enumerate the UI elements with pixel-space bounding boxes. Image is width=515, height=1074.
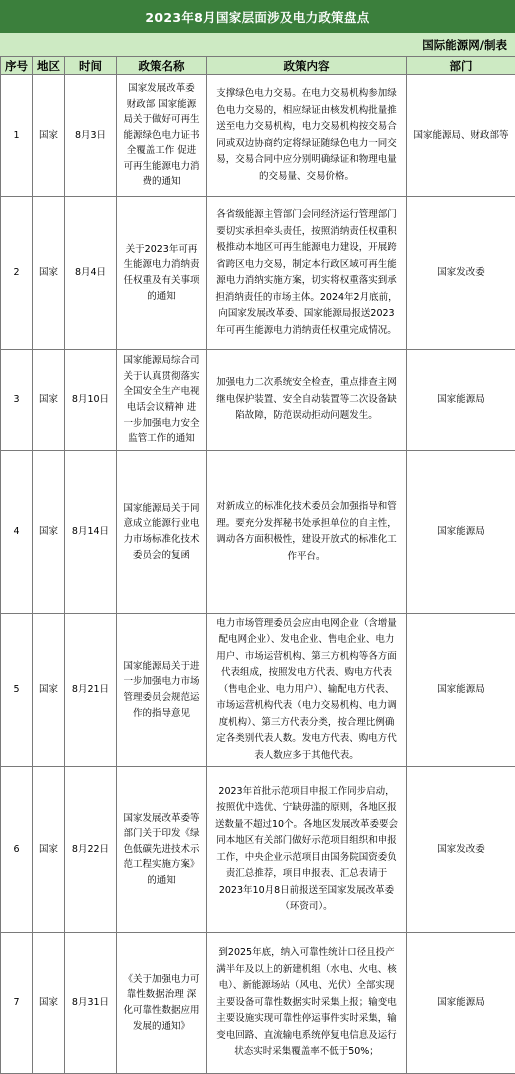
- row-policy-content: 对新成立的标准化技术委员会加强指导和管理。要充分发挥秘书处承担单位的自主性，调动各方面积极性，建设开放式的标准化工作平台。: [207, 451, 407, 614]
- row-date: 8月22日: [65, 767, 117, 933]
- policy-table: [0, 56, 515, 1074]
- row-date: 8月21日: [65, 614, 117, 767]
- table-row: [1, 350, 515, 451]
- row-policy-content: 加强电力二次系统安全检查，重点排查主网继电保护装置、安全自动装置等二次设备缺陷故障，防范误动拒动问题发生。: [207, 350, 407, 451]
- row-policy-name: 国家能源局关于进一步加强电力市场管理委员会规范运作的指导意见: [117, 614, 207, 767]
- table-row: [1, 75, 515, 197]
- row-department: 国家能源局、财政部等: [407, 75, 515, 197]
- header-no: 序号: [1, 57, 33, 75]
- row-policy-name: 关于2023年可再生能源电力消纳责任权重及有关事项的通知: [117, 197, 207, 350]
- table-row: [1, 451, 515, 614]
- row-no: 2: [1, 197, 33, 350]
- table-row: [1, 614, 515, 767]
- source-credit: 国际能源网/制表: [0, 33, 515, 56]
- row-department: 国家能源局: [407, 614, 515, 767]
- header-department: 部门: [407, 57, 515, 75]
- row-policy-name: 《关于加强电力可靠性数据治理 深化可靠性数据应用发展的通知》: [117, 933, 207, 1074]
- row-region: 国家: [33, 197, 65, 350]
- row-no: 1: [1, 75, 33, 197]
- row-no: 4: [1, 451, 33, 614]
- row-date: 8月3日: [65, 75, 117, 197]
- header-date: 时间: [65, 57, 117, 75]
- table-header-row: [1, 57, 515, 75]
- row-policy-content: 支撑绿色电力交易。在电力交易机构参加绿色电力交易的，相应绿证由核发机构批量推送至电力交易机构，电力交易机构按交易合同或双边协商约定将绿证随绿色电力一同交易，交易合同中应分别明确绿证和物理电量的交易量、交易价格。: [207, 75, 407, 197]
- row-region: 国家: [33, 933, 65, 1074]
- row-no: 6: [1, 767, 33, 933]
- row-no: 5: [1, 614, 33, 767]
- row-policy-content: 各省级能源主管部门会同经济运行管理部门要切实承担牵头责任，按照消纳责任权重积极推动本地区可再生能源电力建设，开展跨省跨区电力交易，制定本行政区域可再生能源电力消纳实施方案，切实将权重落实到承担消纳责任的市场主体。2024年2月底前，向国家发展改革委、国家能源局报送2023年可再生能源电力消纳责任权重完成情况。: [207, 197, 407, 350]
- row-region: 国家: [33, 75, 65, 197]
- row-department: 国家发改委: [407, 197, 515, 350]
- row-policy-name: 国家能源局综合司关于认真贯彻落实全国安全生产电视电话会议精神 进一步加强电力安全监管工作的通知: [117, 350, 207, 451]
- row-date: 8月4日: [65, 197, 117, 350]
- row-region: 国家: [33, 350, 65, 451]
- table-row: [1, 767, 515, 933]
- table-row: [1, 197, 515, 350]
- header-policy-content: 政策内容: [207, 57, 407, 75]
- row-policy-name: 国家发展改革委等部门关于印发《绿色低碳先进技术示范工程实施方案》的通知: [117, 767, 207, 933]
- row-policy-content: 2023年首批示范项目申报工作同步启动，按照优中选优、宁缺毋滥的原则，各地区报送数量不超过10个。各地区发展改革委要会同本地区有关部门做好示范项目组织和申报工作，中央企业示范项目由国务院国资委负责汇总推荐，项目申报表、汇总表请于2023年10月8日前报送至国家发展改革委（环资司）。: [207, 767, 407, 933]
- row-policy-content: 电力市场管理委员会应由电网企业（含增量配电网企业）、发电企业、售电企业、电力用户、市场运营机构、第三方机构等各方面代表组成，按照发电方代表、购电方代表（售电企业、电力用户）、输配电方代表、市场运营机构代表（电力交易机构、电力调度机构）、第三方代表分类，按合理比例确定各类别代表人数。发电方代表、购电方代表人数应多于其他代表。: [207, 614, 407, 767]
- table-row: [1, 933, 515, 1074]
- row-date: 8月10日: [65, 350, 117, 451]
- header-policy-name: 政策名称: [117, 57, 207, 75]
- row-no: 7: [1, 933, 33, 1074]
- row-no: 3: [1, 350, 33, 451]
- row-policy-name: 国家发展改革委 财政部 国家能源局关于做好可再生能源绿色电力证书全覆盖工作 促进可再生能源电力消费的通知: [117, 75, 207, 197]
- row-region: 国家: [33, 451, 65, 614]
- row-policy-name: 国家能源局关于同意成立能源行业电力市场标准化技术委员会的复函: [117, 451, 207, 614]
- row-department: 国家能源局: [407, 451, 515, 614]
- header-region: 地区: [33, 57, 65, 75]
- row-region: 国家: [33, 767, 65, 933]
- row-date: 8月14日: [65, 451, 117, 614]
- row-region: 国家: [33, 614, 65, 767]
- row-department: 国家发改委: [407, 767, 515, 933]
- row-policy-content: 到2025年底，纳入可靠性统计口径且投产满半年及以上的新建机组（水电、火电、核电）、新能源场站（风电、光伏）全部实现主要设备可靠性数据实时采集上报；输变电主要设施实现可靠性停运事件实时采集，输变电回路、直流输电系统停复电信息及运行状态实时采集覆盖率不低于50%；: [207, 933, 407, 1074]
- page-title: 2023年8月国家层面涉及电力政策盘点: [0, 0, 515, 33]
- row-date: 8月31日: [65, 933, 117, 1074]
- row-department: 国家能源局: [407, 350, 515, 451]
- row-department: 国家能源局: [407, 933, 515, 1074]
